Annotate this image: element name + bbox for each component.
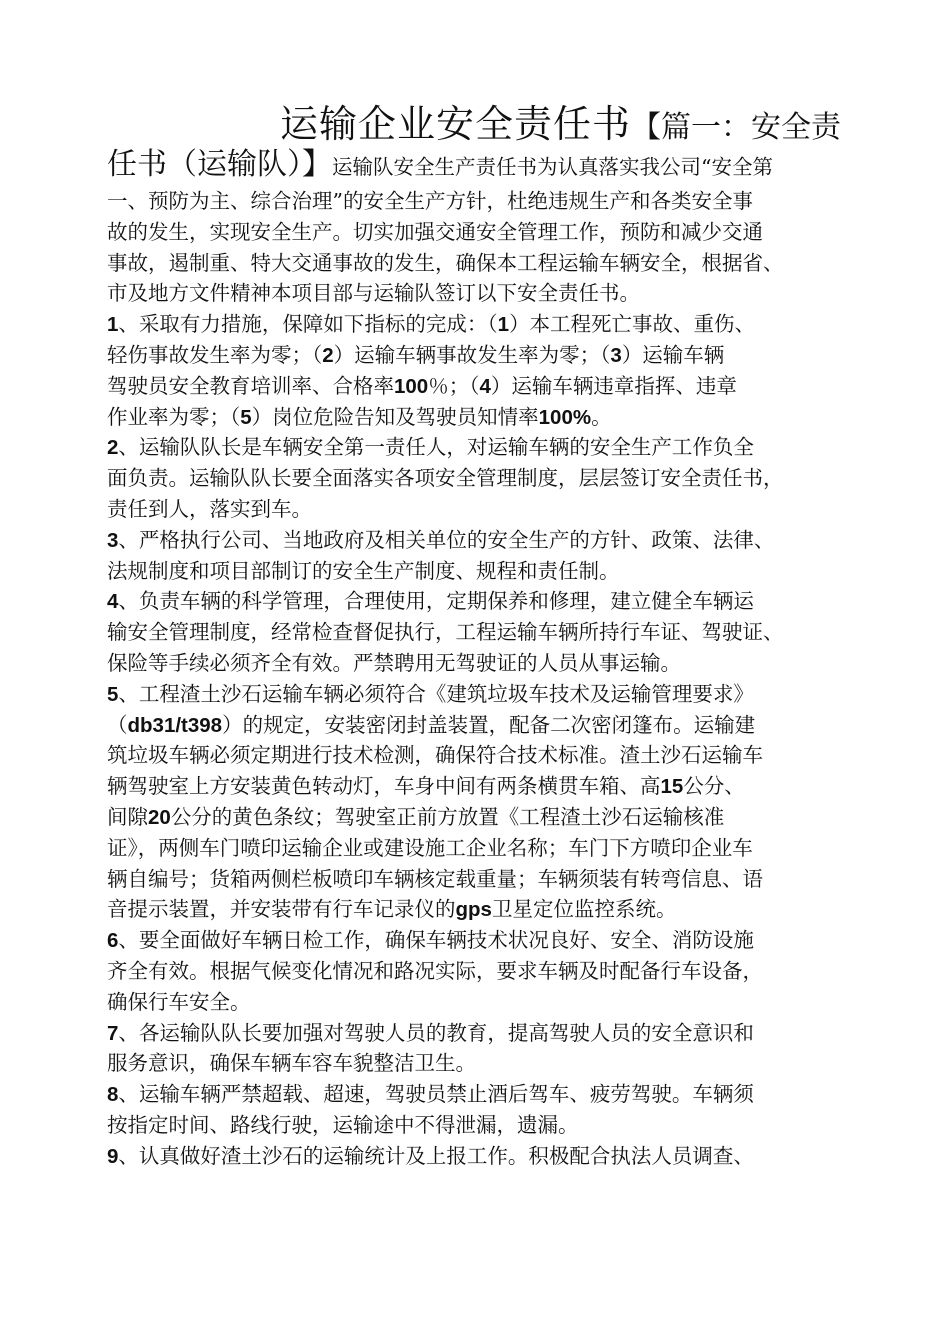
line-text: 辆自编号；货箱两侧栏板喷印车辆核定载重量；车辆须装有转弯信息、语 bbox=[107, 866, 763, 891]
inline-number: 100% bbox=[538, 405, 592, 429]
inline-number: db31/t398 bbox=[127, 713, 223, 737]
inline-number: 100 bbox=[394, 374, 429, 398]
inline-number: 1 bbox=[497, 313, 510, 337]
line-text: 面负责。运输队队长要全面落实各项安全管理制度，层层签订安全责任书， bbox=[107, 466, 784, 491]
text-line bbox=[107, 1079, 754, 1109]
item-number: 9 bbox=[107, 1144, 119, 1168]
document-subtitle-part1: 【篇一：安全责 bbox=[631, 110, 842, 145]
text-line bbox=[107, 402, 612, 432]
inline-number: 20 bbox=[148, 806, 171, 829]
line-text: 作业率为零；（ bbox=[107, 404, 241, 429]
text-line bbox=[107, 802, 724, 832]
text-line bbox=[107, 371, 737, 401]
text-line bbox=[107, 463, 784, 493]
text-line bbox=[107, 1018, 754, 1048]
line-text: 公分的黄色条纹；驾驶室正前方放置《工程渣土沙石运输核准 bbox=[170, 805, 725, 829]
line-text: ％；（ bbox=[428, 373, 480, 398]
line-text: 筑垃圾车辆必须定期进行技术检测，确保符合技术标准。渣土沙石运输车 bbox=[107, 743, 763, 768]
line-text: 服务意识，确保车辆车容车貌整洁卫生。 bbox=[107, 1051, 476, 1076]
line-text: ）运输车辆事故发生率为零；（ bbox=[333, 343, 611, 367]
subtitle-line bbox=[107, 148, 773, 182]
line-text: 音提示装置，并安装带有行车记录仪的 bbox=[107, 897, 456, 922]
line-text: 法规制度和项目部制订的安全生产制度、规程和责任制。 bbox=[107, 558, 620, 583]
line-text: 齐全有效。根据气候变化情况和路况实际，要求车辆及时配备行车设备， bbox=[107, 959, 763, 983]
item-number: 5 bbox=[107, 682, 119, 706]
item-number: 2 bbox=[107, 436, 119, 460]
text-line bbox=[107, 648, 681, 678]
intro-line: 一、预防为主、综合治理”的安全生产方针，杜绝违规生产和各类安全事 bbox=[107, 189, 753, 213]
text-line bbox=[107, 1141, 754, 1171]
line-text: 、工程渣土沙石运输车辆必须符合《建筑垃圾车技术及运输管理要求》 bbox=[118, 681, 754, 706]
line-text: （ bbox=[107, 712, 128, 737]
line-text: ）运输车辆 bbox=[621, 343, 725, 367]
line-text: ）岗位危险告知及驾驶员知情率 bbox=[251, 404, 539, 429]
line-text: 证》，两侧车门喷印运输企业或建设施工企业名称；车门下方喷印企业车 bbox=[107, 835, 753, 860]
text-line bbox=[107, 864, 763, 894]
line-text: ）本工程死亡事故、重伤、 bbox=[509, 312, 756, 337]
line-text: 、要全面做好车辆日检工作，确保车辆技术状况良好、安全、消防设施 bbox=[118, 928, 754, 953]
text-line bbox=[107, 679, 754, 709]
text-line bbox=[107, 925, 754, 955]
item-number: 6 bbox=[107, 929, 119, 953]
inline-number: 5 bbox=[240, 405, 252, 429]
text-line bbox=[107, 771, 745, 801]
text-line bbox=[107, 340, 724, 370]
line-text: 。 bbox=[591, 404, 612, 429]
line-text: 责任到人，落实到车。 bbox=[107, 497, 312, 521]
text-line bbox=[107, 586, 754, 616]
text-line bbox=[107, 309, 755, 339]
text-line bbox=[107, 1110, 579, 1140]
item-number: 7 bbox=[107, 1021, 119, 1045]
line-text: 轻伤事故发生率为零；（ bbox=[107, 343, 323, 367]
inline-number: 4 bbox=[479, 374, 491, 398]
intro-line: 故的发生，实现安全生产。切实加强交通安全管理工作，预防和减少交通 bbox=[107, 219, 763, 244]
line-text: 、认真做好渣土沙石的运输统计及上报工作。积极配合执法人员调查、 bbox=[118, 1143, 754, 1168]
line-text: ）的规定，安装密闭封盖装置，配备二次密闭篷布。运输建 bbox=[222, 712, 756, 737]
inline-number: gps bbox=[455, 898, 492, 922]
line-text: 确保行车安全。 bbox=[107, 989, 251, 1014]
text-line bbox=[107, 525, 774, 555]
title-line bbox=[280, 102, 841, 146]
text-line bbox=[107, 432, 754, 462]
line-text: 、采取有力措施，保障如下指标的完成：（ bbox=[118, 312, 498, 337]
intro-line: 事故，遏制重、特大交通事故的发生，确保本工程运输车辆安全，根据省、 bbox=[107, 250, 784, 275]
text-line bbox=[107, 1048, 476, 1078]
line-text: 按指定时间、路线行驶，运输途中不得泄漏，遗漏。 bbox=[107, 1113, 579, 1137]
line-text: 保险等手续必须齐全有效。严禁聘用无驾驶证的人员从事运输。 bbox=[107, 651, 681, 675]
document-subtitle-part2: 任书（运输队）】 bbox=[107, 147, 332, 182]
line-text: ）运输车辆违章指挥、违章 bbox=[490, 373, 737, 398]
line-text: 、运输队队长是车辆安全第一责任人，对运输车辆的安全生产工作负全 bbox=[118, 435, 754, 460]
inline-number: 2 bbox=[322, 344, 334, 367]
inline-number: 3 bbox=[610, 344, 622, 367]
item-number: 3 bbox=[107, 528, 119, 552]
inline-number: 15 bbox=[660, 775, 684, 799]
line-text: 、各运输队队长要加强对驾驶人员的教育，提高驾驶人员的安全意识和 bbox=[118, 1020, 754, 1045]
intro-line: 市及地方文件精神本项目部与运输队签订以下安全责任书。 bbox=[107, 281, 640, 306]
line-text: 、严格执行公司、当地政府及相关单位的安全生产的方针、政策、法律、 bbox=[118, 527, 775, 552]
line-text: 辆驾驶室上方安装黄色转动灯，车身中间有两条横贯车箱、高 bbox=[107, 774, 661, 799]
text-line bbox=[107, 617, 784, 647]
intro-text: 运输队安全生产责任书为认真落实我公司“安全第 bbox=[332, 155, 773, 179]
line-text: 间隙 bbox=[107, 805, 148, 829]
line-text: 、负责车辆的科学管理，合理使用，定期保养和修理，建立健全车辆运 bbox=[118, 589, 754, 614]
item-number: 1 bbox=[107, 313, 119, 337]
text-line bbox=[107, 956, 763, 986]
text-line bbox=[107, 894, 676, 924]
line-text: 、运输车辆严禁超载、超速，驾驶员禁止酒后驾车、疲劳驾驶。车辆须 bbox=[118, 1082, 754, 1107]
text-line bbox=[107, 833, 753, 863]
text-line bbox=[107, 494, 312, 524]
text-line bbox=[107, 556, 620, 586]
text-line bbox=[107, 740, 763, 770]
document-title: 运输企业安全责任书 bbox=[280, 102, 632, 146]
text-line bbox=[107, 987, 251, 1017]
line-text: 公分、 bbox=[683, 774, 745, 799]
text-line bbox=[107, 710, 755, 740]
item-number: 8 bbox=[107, 1083, 119, 1107]
item-number: 4 bbox=[107, 590, 119, 614]
line-text: 卫星定位监控系统。 bbox=[491, 897, 677, 922]
line-text: 输安全管理制度，经常检查督促执行，工程运输车辆所持行车证、驾驶证、 bbox=[107, 620, 784, 645]
line-text: 驾驶员安全教育培训率、合格率 bbox=[107, 373, 394, 398]
